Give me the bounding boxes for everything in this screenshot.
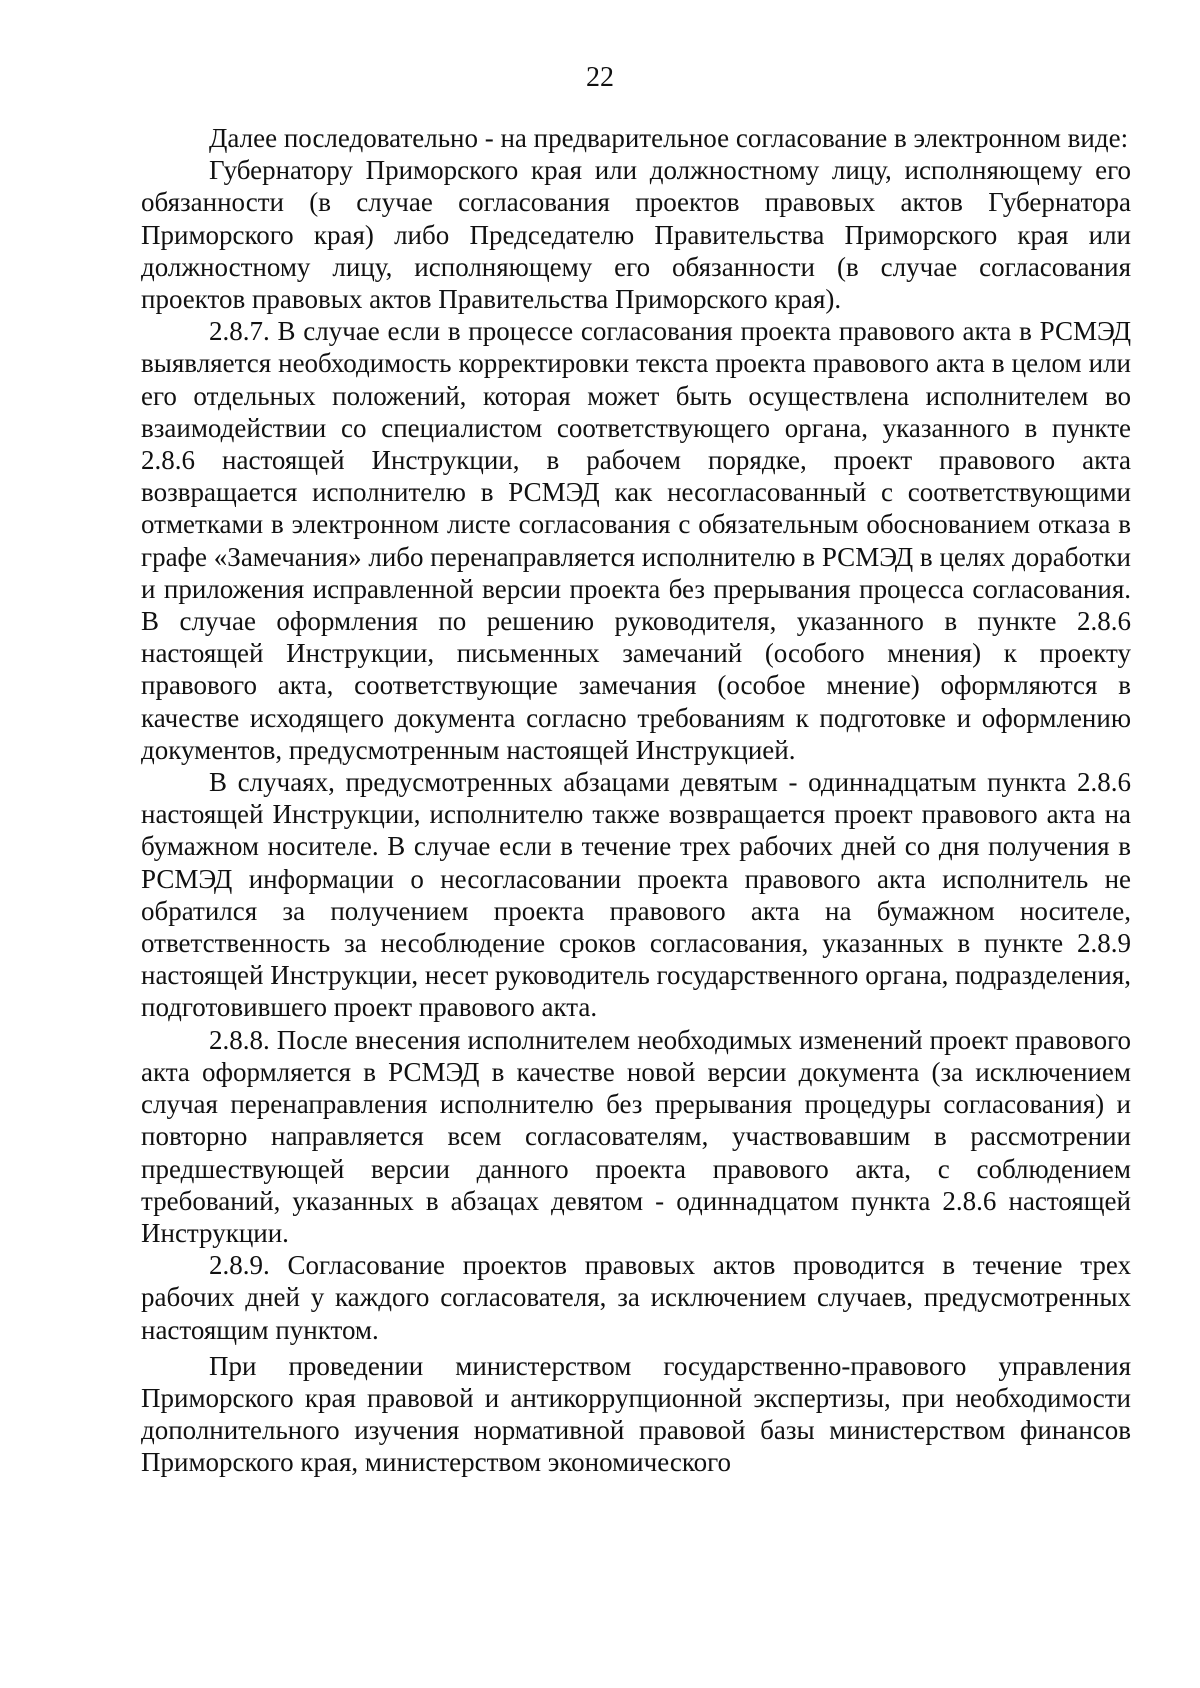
paragraph-cases: В случаях, предусмотренных абзацами девятым - одиннадцатым пункта 2.8.6 настоящей Инструкции, исполнителю также возвращается проект правового акта на бумажном носителе. В случае если в течение трех рабочих дней со дня получения в РСМЭД информации о несогласовании проекта правового акта исполнитель не обратился за получением проекта правового акта на бумажном носителе, ответственность за несоблюдение сроков согласования, указанных в пункте 2.8.9 настоящей Инструкции, несет руководитель государственного органа, подразделения, подготовившего проект правового акта. [141, 767, 1131, 1023]
paragraph-expertise: При проведении министерством государственно-правового управления Приморского края правовой и антикоррупционной экспертизы, при необходимости дополнительного изучения нормативной правовой базы министерством финансов Приморского края, министерством экономического [141, 1350, 1131, 1478]
page-number: 22 [586, 62, 614, 93]
paragraph-2-8-8: 2.8.8. После внесения исполнителем необходимых изменений проект правового акта оформляется в РСМЭД в качестве новой версии документа (за исключением случая перенаправления исполнителю без прерывания процедуры согласования) и повторно направляется всем согласователям, участвовавшим в рассмотрении предшествующей версии данного проекта правового акта, с соблюдением требований, указанных в абзацах девятом - одиннадцатом пункта 2.8.6 настоящей Инструкции. [141, 1024, 1131, 1248]
document-body [141, 122, 1131, 1479]
paragraph-intro: Далее последовательно - на предварительное согласование в электронном виде: [209, 123, 1129, 153]
paragraph-governor: Губернатору Приморского края или должностному лицу, исполняющему его обязанности (в случае согласования проектов правовых актов Губернатора Приморского края) либо Председателю Правительства Приморского края или должностному лицу, исполняющему его обязанности (в случае согласования проектов правовых актов Правительства Приморского края). [141, 155, 1131, 315]
paragraph-2-8-7: 2.8.7. В случае если в процессе согласования проекта правового акта в РСМЭД выявляется необходимость корректировки текста проекта правового акта в целом или его отдельных положений, которая может быть осуществлена исполнителем во взаимодействии со специалистом соответствующего органа, указанного в пункте 2.8.6 настоящей Инструкции, в рабочем порядке, проект правового акта возвращается исполнителю в РСМЭД как несогласованный с соответствующими отметками в электронном листе согласования с обязательным обоснованием отказа в графе «Замечания» либо перенаправляется исполнителю в РСМЭД в целях доработки и приложения исправленной версии проекта без прерывания процесса согласования. В случае оформления по решению руководителя, указанного в пункте 2.8.6 настоящей Инструкции, письменных замечаний (особого мнения) к проекту правового акта, соответствующие замечания (особое мнение) оформляются в качестве исходящего документа согласно требованиям к подготовке и оформлению документов, предусмотренным настоящей Инструкцией. [141, 316, 1131, 765]
paragraph-2-8-9: 2.8.9. Согласование проектов правовых актов проводится в течение трех рабочих дней у каждого согласователя, за исключением случаев, предусмотренных настоящим пунктом. [141, 1250, 1131, 1345]
